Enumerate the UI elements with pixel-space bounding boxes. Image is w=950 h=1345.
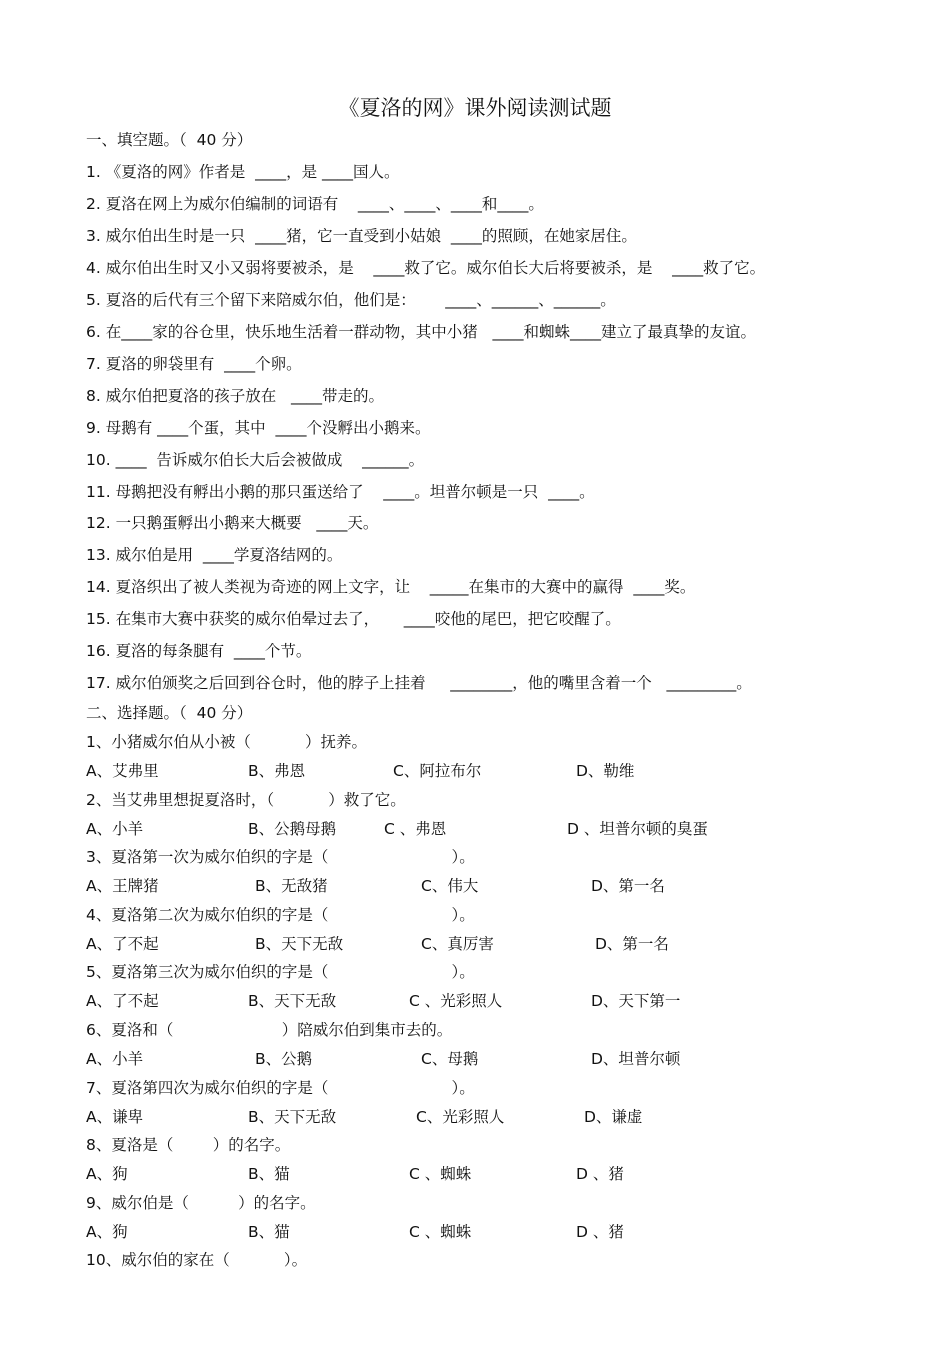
choice-option: C 、光彩照人 (409, 992, 503, 1010)
choice-option: A、王牌猪 (86, 877, 159, 895)
choice-option: C、真厉害 (421, 935, 494, 953)
fill-in-question: 17. 威尔伯颁奖之后回到谷仓时，他的脖子上挂着 ________，他的嘴里含着一个 _________。 (86, 674, 752, 692)
choice-option: A、了不起 (86, 935, 159, 953)
page-title: 《夏洛的网》课外阅读测试题 (338, 96, 612, 120)
choice-option: A、艾弗里 (86, 762, 159, 780)
choice-option: D、谦虚 (584, 1108, 643, 1126)
choice-question: 9、威尔伯是（ ）的名字。 (86, 1194, 316, 1212)
choice-option: A、小羊 (86, 820, 144, 838)
choice-option: A、了不起 (86, 992, 159, 1010)
fill-in-question: 6. 在____家的谷仓里，快乐地生活着一群动物，其中小猪 ____和蜘蛛____建立了最真挚的友谊。 (86, 323, 756, 341)
fill-in-question: 3. 威尔伯出生时是一只 ____猪，它一直受到小姑娘 ____的照顾，在她家居住。 (86, 227, 637, 245)
fill-in-question: 5. 夏洛的后代有三个留下来陪威尔伯，他们是： ____、______、______。 (86, 291, 616, 309)
fill-in-question: 2. 夏洛在网上为威尔伯编制的词语有 ____、____、____和____。 (86, 195, 544, 213)
choice-option: B、公鹅 (255, 1050, 313, 1068)
fill-in-question: 10. ____ 告诉威尔伯长大后会被做成 ______。 (86, 451, 425, 469)
fill-in-question: 1. 《夏洛的网》作者是 ____，是 ____国人。 (86, 163, 400, 181)
fill-in-question: 8. 威尔伯把夏洛的孩子放在 ____带走的。 (86, 387, 384, 405)
choice-option: A、狗 (86, 1223, 128, 1241)
choice-question: 3、夏洛第一次为威尔伯织的字是（ ）。 (86, 848, 475, 866)
fill-in-question: 15. 在集市大赛中获奖的威尔伯晕过去了， ____咬他的尾巴，把它咬醒了。 (86, 610, 621, 628)
choice-option: A、小羊 (86, 1050, 144, 1068)
choice-question: 5、夏洛第三次为威尔伯织的字是（ ）。 (86, 963, 475, 981)
choice-option: B、天下无敌 (248, 1108, 337, 1126)
choice-option: B、天下无敌 (255, 935, 344, 953)
choice-question: 10、威尔伯的家在（ ）。 (86, 1251, 308, 1269)
choice-option: B、天下无敌 (248, 992, 337, 1010)
choice-option: B、猫 (248, 1165, 290, 1183)
choice-option: B、猫 (248, 1223, 290, 1241)
choice-option: B、无敌猪 (255, 877, 328, 895)
fill-in-question: 7. 夏洛的卵袋里有 ____个卵。 (86, 355, 302, 373)
choice-option: D、天下第一 (591, 992, 681, 1010)
choice-question: 6、夏洛和（ ）陪威尔伯到集市去的。 (86, 1021, 453, 1039)
choice-option: B、公鹅母鹅 (248, 820, 337, 838)
fill-in-question: 9. 母鹅有 ____个蛋，其中 ____个没孵出小鹅来。 (86, 419, 431, 437)
choice-option: D 、猪 (576, 1223, 624, 1241)
fill-in-question: 13. 威尔伯是用 ____学夏洛结网的。 (86, 546, 343, 564)
choice-option: C 、蜘蛛 (409, 1165, 472, 1183)
fill-in-question: 4. 威尔伯出生时又小又弱将要被杀，是 ____救了它。威尔伯长大后将要被杀，是 ____救了它。 (86, 259, 766, 277)
choice-option: C、伟大 (421, 877, 479, 895)
choice-option: A、谦卑 (86, 1108, 144, 1126)
choice-option: C、阿拉布尔 (393, 762, 482, 780)
fill-in-question: 14. 夏洛织出了被人类视为奇迹的网上文字，让 _____在集市的大赛中的赢得 ____奖。 (86, 578, 696, 596)
choice-question: 7、夏洛第四次为威尔伯织的字是（ ）。 (86, 1079, 475, 1097)
fill-in-question: 12. 一只鹅蛋孵出小鹅来大概要 ____天。 (86, 514, 379, 532)
section-heading-multiple-choice: 二、选择题。（ 40 分） (86, 704, 253, 722)
choice-question: 2、当艾弗里想捉夏洛时，（ ）救了它。 (86, 791, 406, 809)
fill-in-question: 11. 母鹅把没有孵出小鹅的那只蛋送给了 ____。坦普尔顿是一只 ____。 (86, 483, 595, 501)
choice-option: D、第一名 (591, 877, 665, 895)
choice-option: C、母鹅 (421, 1050, 479, 1068)
choice-option: C 、弗恩 (384, 820, 447, 838)
choice-option: C、光彩照人 (416, 1108, 505, 1126)
choice-option: A、狗 (86, 1165, 128, 1183)
choice-question: 8、夏洛是（ ）的名字。 (86, 1136, 291, 1154)
choice-option: B、弗恩 (248, 762, 306, 780)
fill-in-question: 16. 夏洛的每条腿有 ____个节。 (86, 642, 312, 660)
choice-option: D 、猪 (576, 1165, 624, 1183)
choice-question: 1、小猪威尔伯从小被（ ）抚养。 (86, 733, 368, 751)
choice-option: D 、坦普尔顿的臭蛋 (567, 820, 708, 838)
section-heading-fill-in: 一、填空题。（ 40 分） (86, 131, 253, 149)
choice-option: D、第一名 (595, 935, 669, 953)
choice-option: C 、蜘蛛 (409, 1223, 472, 1241)
choice-option: D、坦普尔顿 (591, 1050, 681, 1068)
choice-option: D、勒维 (576, 762, 635, 780)
choice-question: 4、夏洛第二次为威尔伯织的字是（ ）。 (86, 906, 475, 924)
